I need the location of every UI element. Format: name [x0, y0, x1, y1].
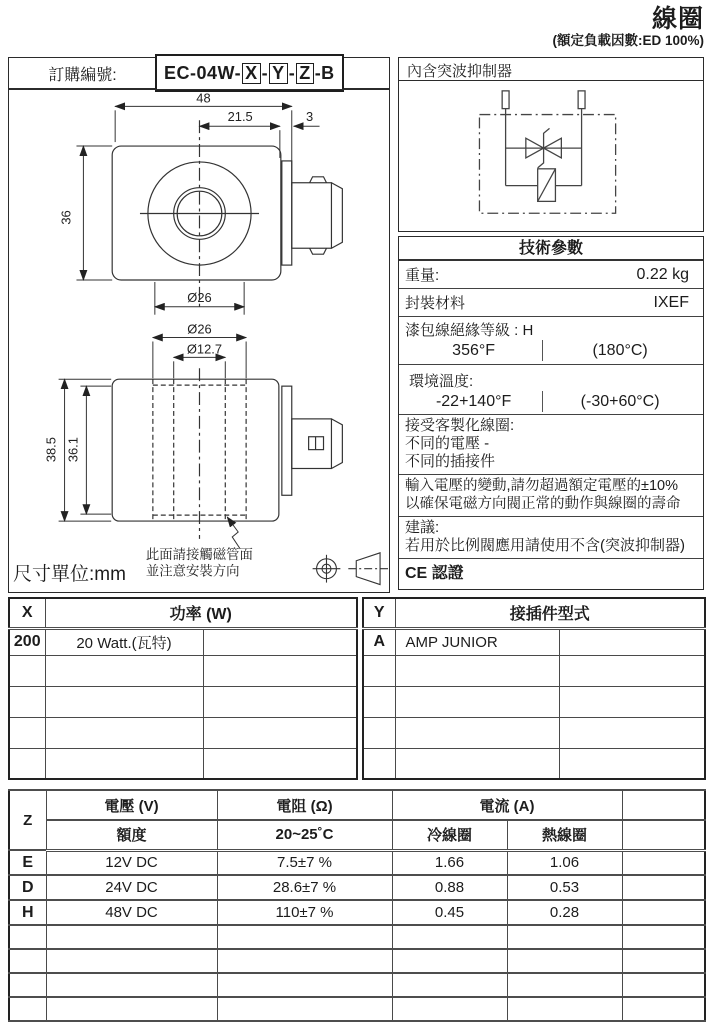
- empty-cell: [363, 655, 395, 686]
- empty-cell: [203, 655, 357, 686]
- z-row-hot: 0.28: [507, 900, 622, 925]
- empty-cell: [507, 925, 622, 949]
- ce-certification: CE 認證: [405, 565, 464, 582]
- mounting-note-line1: 此面請接觸磁管面: [145, 546, 253, 562]
- connector-flange-side: [282, 386, 292, 495]
- empty-cell: [9, 686, 45, 717]
- ambient-celsius: (-30+60°C): [542, 391, 697, 412]
- advice-text: 若用於比例閥應用請使用不含(突波抑制器): [405, 537, 685, 554]
- empty-cell: [203, 628, 357, 655]
- z-row-hot: 1.06: [507, 850, 622, 875]
- empty-cell: [363, 717, 395, 748]
- connector-bump-top: [310, 177, 327, 183]
- empty-cell: [392, 949, 507, 973]
- connector-cap-front: [331, 183, 342, 248]
- empty-cell: [622, 850, 705, 875]
- order-code: [155, 54, 344, 92]
- empty-cell: [45, 717, 203, 748]
- weight-label: 重量:: [405, 267, 440, 284]
- empty-cell: [559, 655, 705, 686]
- z-row-cold: 1.66: [392, 850, 507, 875]
- advice-row: [399, 517, 703, 559]
- order-code-sep1: -: [261, 62, 269, 83]
- order-code-y: Y: [269, 63, 288, 84]
- technical-drawing-box: [8, 89, 390, 593]
- z-row-code: D: [9, 875, 46, 900]
- custom-line3: 不同的插接件: [405, 453, 496, 470]
- empty-cell: [622, 875, 705, 900]
- tech-params-header: 技術參數: [399, 237, 703, 261]
- page-title: 線圈: [651, 5, 704, 33]
- unit-note: 尺寸單位:mm: [13, 564, 126, 585]
- y-connector-table: [362, 597, 706, 780]
- empty-cell: [559, 748, 705, 779]
- empty-cell: [392, 925, 507, 949]
- x-corner: X: [9, 598, 45, 628]
- empty-cell: [46, 949, 217, 973]
- z-voltage-table: [8, 789, 706, 1022]
- empty-cell: [363, 686, 395, 717]
- z-row-h: [9, 900, 705, 925]
- empty-cell: [622, 790, 705, 820]
- custom-line1: 接受客製化線圈:: [405, 417, 515, 434]
- front-dim-labels: [59, 90, 314, 304]
- empty-cell: [395, 686, 559, 717]
- empty-cell: [9, 925, 46, 949]
- coil-drawing: [9, 90, 388, 591]
- empty-cell: [559, 717, 705, 748]
- dim-body-height-label: 36.1: [65, 437, 81, 463]
- material-label: 封裝材料: [405, 295, 466, 312]
- order-number-box: [8, 57, 390, 89]
- empty-cell: [217, 997, 392, 1021]
- order-code-z: Z: [296, 63, 314, 84]
- connector-flange-front: [282, 161, 292, 265]
- dim-flange-label: 3: [306, 109, 314, 125]
- mounting-leader-arrow: [227, 517, 240, 549]
- coil-body-side: [112, 379, 279, 521]
- order-code-sep2: -: [288, 62, 296, 83]
- z-row-code: H: [9, 900, 46, 925]
- empty-cell: [45, 686, 203, 717]
- empty-cell: [9, 973, 46, 997]
- empty-cell: [622, 925, 705, 949]
- empty-cell: [217, 925, 392, 949]
- z-row-cold: 0.45: [392, 900, 507, 925]
- empty-cell: [9, 717, 45, 748]
- material-value: IXEF: [653, 293, 689, 311]
- z-cold-sub: 冷線圈: [392, 820, 507, 850]
- z-hot-sub: 熱線圈: [507, 820, 622, 850]
- custom-coil-row: [399, 415, 703, 475]
- side-view: [112, 368, 342, 539]
- empty-cell: [9, 997, 46, 1021]
- empty-cell: [507, 949, 622, 973]
- order-label: 訂購編號:: [48, 66, 117, 84]
- empty-cell: [395, 748, 559, 779]
- ambient-label: 環境溫度:: [409, 373, 474, 390]
- empty-cell: [392, 973, 507, 997]
- empty-cell: [46, 973, 217, 997]
- mounting-note-line2: 並注意安裝方向: [145, 563, 240, 579]
- dim-width-label: 48: [196, 90, 211, 106]
- z-row-voltage: 24V DC: [46, 875, 217, 900]
- tech-params-table: [398, 236, 704, 590]
- order-code-suffix: -B: [314, 62, 335, 83]
- empty-cell: [507, 997, 622, 1021]
- empty-cell: [559, 628, 705, 655]
- empty-cell: [45, 748, 203, 779]
- empty-cell: [9, 655, 45, 686]
- weight-value: 0.22 kg: [636, 265, 689, 283]
- voltage-note-row: [399, 475, 703, 517]
- z-resistance-header: 電阻 (Ω): [217, 790, 392, 820]
- z-row-e: [9, 850, 705, 875]
- empty-cell: [203, 717, 357, 748]
- pin-right: [578, 91, 585, 109]
- z-row-voltage: 12V DC: [46, 850, 217, 875]
- z-row-d: [9, 875, 705, 900]
- weight-row: [399, 261, 703, 289]
- empty-cell: [559, 686, 705, 717]
- empty-cell: [392, 997, 507, 1021]
- z-row-hot: 0.53: [507, 875, 622, 900]
- empty-cell: [217, 973, 392, 997]
- empty-cell: [363, 748, 395, 779]
- empty-cell: [395, 717, 559, 748]
- z-resistance-sub: 20~25˚C: [217, 820, 392, 850]
- x-power-table: [8, 597, 358, 780]
- dim-dia-side-label: Ø26: [187, 321, 212, 337]
- dim-height-label: 36: [58, 210, 74, 225]
- z-row-resistance: 7.5±7 %: [217, 850, 392, 875]
- empty-cell: [622, 820, 705, 850]
- page-subtitle: (額定負載因數:ED 100%): [552, 33, 704, 48]
- empty-cell: [46, 925, 217, 949]
- insulation-label: 漆包線絕緣等級 : H: [405, 322, 534, 339]
- dim-offset-label: 21.5: [227, 109, 253, 125]
- empty-cell: [217, 949, 392, 973]
- z-row-cold: 0.88: [392, 875, 507, 900]
- z-voltage-header: 電壓 (V): [46, 790, 217, 820]
- empty-cell: [507, 973, 622, 997]
- ambient-fahrenheit: -22+140°F: [435, 393, 512, 410]
- x-header: 功率 (W): [45, 598, 357, 628]
- custom-line2: 不同的電壓 -: [405, 435, 490, 452]
- y-corner: Y: [363, 598, 395, 628]
- insulation-celsius: (180°C): [542, 340, 697, 361]
- z-row-voltage: 48V DC: [46, 900, 217, 925]
- insulation-row: [399, 317, 703, 365]
- empty-cell: [9, 949, 46, 973]
- side-dim-labels: [44, 322, 253, 579]
- empty-cell: [622, 997, 705, 1021]
- front-view: [112, 120, 342, 309]
- empty-cell: [9, 748, 45, 779]
- empty-cell: [45, 655, 203, 686]
- material-row: [399, 289, 703, 317]
- z-current-header: 電流 (A): [392, 790, 622, 820]
- insulation-fahrenheit: 356°F: [452, 342, 496, 359]
- empty-cell: [203, 686, 357, 717]
- order-code-x: X: [242, 63, 261, 84]
- y-row-value: AMP JUNIOR: [395, 628, 559, 655]
- z-voltage-sub: 額度: [46, 820, 217, 850]
- ambient-row: [399, 365, 703, 415]
- x-row-value: 20 Watt.(瓦特): [45, 628, 203, 655]
- x-row-code: 200: [9, 628, 45, 655]
- voltage-note-line2: 以確保電磁方向閥正常的動作與線圈的壽命: [405, 496, 681, 512]
- voltage-note-line1: 輸入電壓的變動,請勿超過額定電壓的±10%: [405, 478, 679, 494]
- z-row-code: E: [9, 850, 46, 875]
- projection-symbols: [313, 553, 388, 585]
- pin-left: [502, 91, 509, 109]
- connector-body-front: [292, 183, 332, 248]
- suppressor-circuit-diagram: [399, 81, 702, 229]
- connector-cap-side: [331, 419, 342, 469]
- empty-cell: [622, 900, 705, 925]
- suppressor-box: [398, 57, 704, 232]
- advice-label: 建議:: [405, 519, 440, 536]
- z-row-resistance: 110±7 %: [217, 900, 392, 925]
- empty-cell: [203, 748, 357, 779]
- y-header: 接插件型式: [395, 598, 705, 628]
- connector-body-side: [292, 419, 332, 469]
- empty-cell: [46, 997, 217, 1021]
- empty-cell: [622, 973, 705, 997]
- order-code-prefix: EC-04W-: [164, 62, 242, 83]
- z-corner: Z: [9, 790, 46, 850]
- suppressor-header: 內含突波抑制器: [399, 58, 703, 81]
- y-row-code: A: [363, 628, 395, 655]
- connector-bump-bottom: [310, 248, 327, 254]
- front-dimensions: [76, 106, 319, 314]
- dim-dia-bore-label: Ø12.7: [186, 341, 222, 357]
- z-row-resistance: 28.6±7 %: [217, 875, 392, 900]
- dim-total-height-label: 38.5: [43, 437, 59, 463]
- empty-cell: [395, 655, 559, 686]
- dim-dia-front-label: Ø26: [187, 289, 212, 305]
- title-block: [552, 5, 704, 49]
- empty-cell: [622, 949, 705, 973]
